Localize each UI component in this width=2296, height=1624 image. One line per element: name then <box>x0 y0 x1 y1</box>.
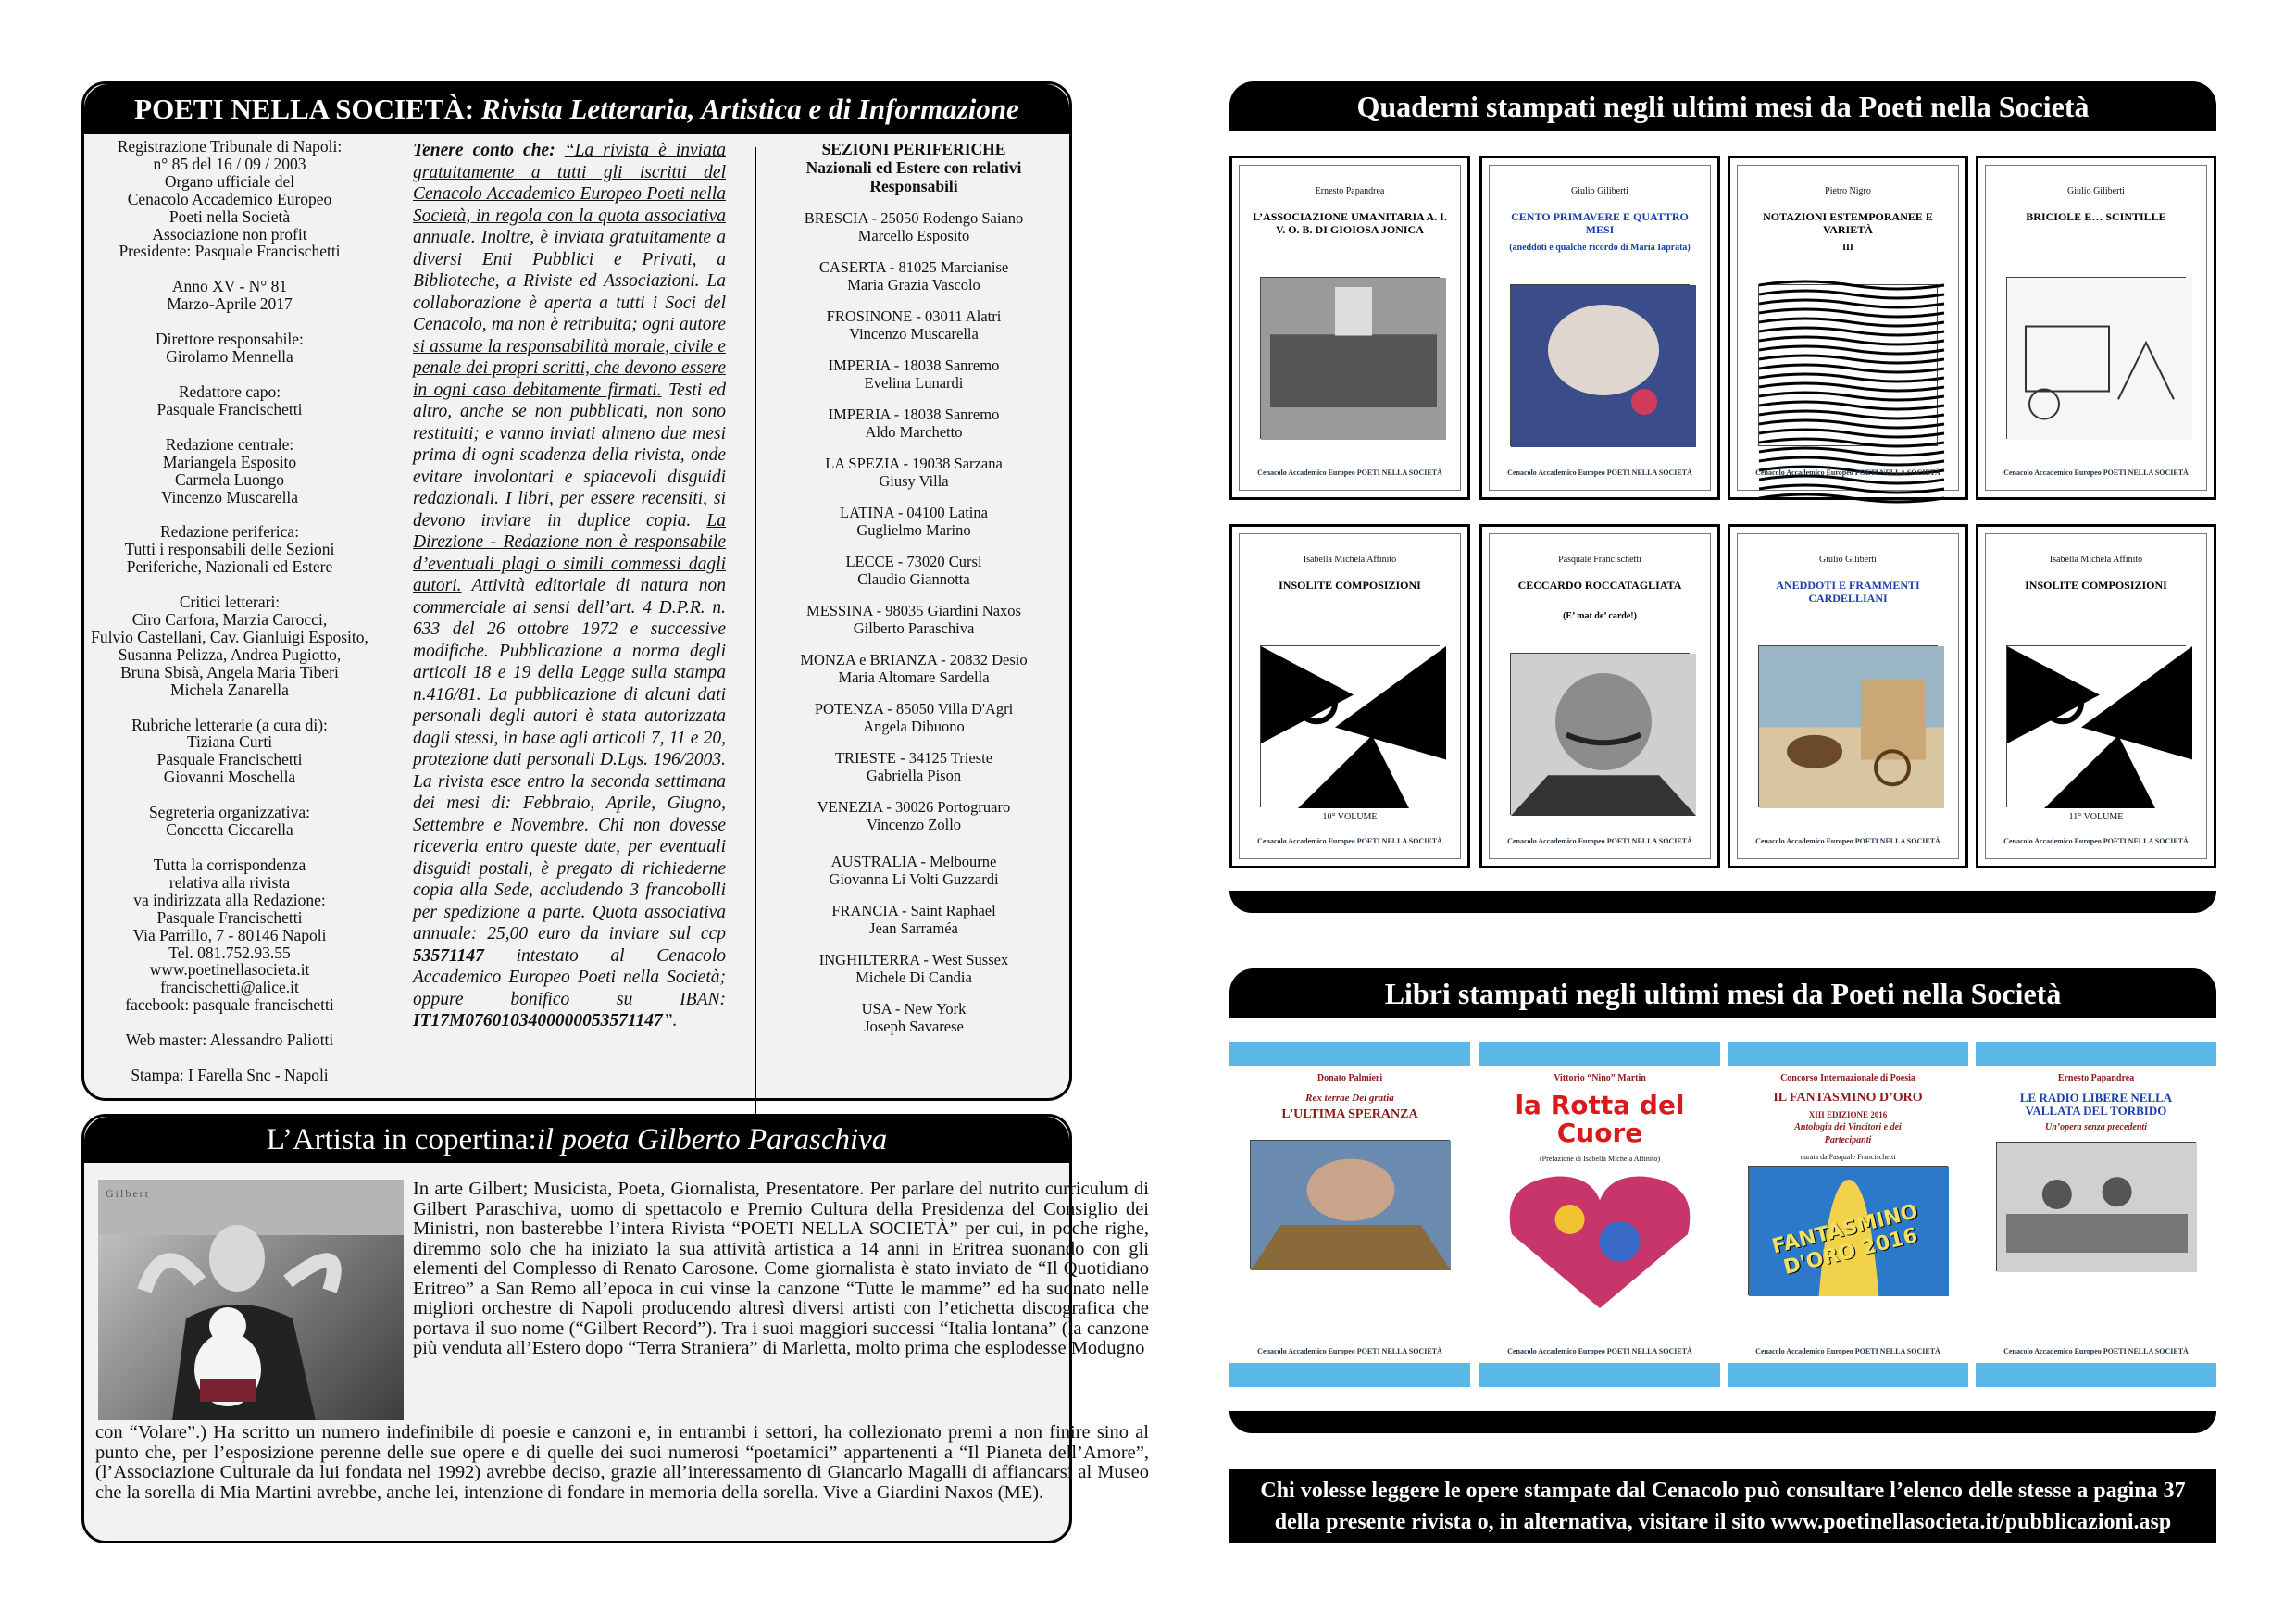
quaderno-cover[interactable] <box>1229 524 1470 868</box>
cover-curator: curata da Pasquale Francischetti <box>1800 1153 1896 1161</box>
registration-line: Cenacolo Accademico Europeo <box>127 189 332 208</box>
cover-picture <box>1996 1142 2196 1271</box>
notice-lead: Tenere conto che: <box>413 141 555 160</box>
registration-line: Stampa: I Farella Snc - Napoli <box>131 1066 329 1085</box>
section-place: INGHILTERRA - West Sussex <box>818 951 1009 968</box>
artist-box <box>81 1114 1149 1543</box>
section-responsible: Marcello Esposito <box>857 226 970 244</box>
cover-picture <box>1758 284 1938 446</box>
section-place: MESSINA - 98035 Giardini Naxos <box>806 602 1021 619</box>
cover-subtitle: (E’ mat de’ carde!) <box>1563 611 1637 621</box>
cover-author: Pietro Nigro <box>1825 186 1871 196</box>
registration-line: Redazione centrale: <box>165 434 294 454</box>
registration-line: Via Parrillo, 7 - 80146 Napoli <box>132 925 327 944</box>
section-place: IMPERIA - 18038 Sanremo <box>828 406 1000 423</box>
quaderno-cover[interactable] <box>1728 156 1968 500</box>
cover-picture <box>2006 277 2186 439</box>
cover-volume: 11° VOLUME <box>2068 812 2124 822</box>
cover-inner <box>1728 1042 1968 1387</box>
masthead-subtitle: Rivista Letteraria, Artistica e di Informazione <box>480 93 1019 125</box>
section-place: FROSINONE - 03011 Alatri <box>826 307 1002 325</box>
cover-title: INSOLITE COMPOSIZIONI <box>1279 579 1421 592</box>
registration-line: Tel. 081.752.93.55 <box>168 943 291 962</box>
cover-subtitle: Un’opera senza precedenti <box>2045 1122 2147 1132</box>
quaderno-cover[interactable] <box>1479 524 1720 868</box>
publisher-logo: Cenacolo Accademico Europeo POETI NELLA SOCIETÀ <box>1257 468 1442 477</box>
cover-author: Giulio Giliberti <box>2067 186 2125 196</box>
publisher-logo: Cenacolo Accademico Europeo POETI NELLA SOCIETÀ <box>1257 837 1442 845</box>
cover-title: NOTAZIONI ESTEMPORANEE E VARIETÀ <box>1763 210 1933 236</box>
registration-line: Registrazione Tribunale di Napoli: <box>117 137 343 156</box>
section-entry <box>769 603 1058 637</box>
section-responsible: Joseph Savarese <box>864 1017 964 1035</box>
section-entry <box>769 210 1058 244</box>
cover-picture <box>1250 1140 1450 1269</box>
cover-author: Giulio Giliberti <box>1571 186 1628 196</box>
section-place: USA - New York <box>861 1000 967 1018</box>
registration-line: va indirizzata alla Redazione: <box>133 890 326 909</box>
cover-author: Giulio Giliberti <box>1819 555 1877 565</box>
publisher-logo: Cenacolo Accademico Europeo POETI NELLA SOCIETÀ <box>1507 1347 1692 1355</box>
section-place: FRANCIA - Saint Raphael <box>831 902 996 919</box>
quaderno-cover[interactable] <box>1976 524 2216 868</box>
section-responsible: Guglielmo Marino <box>856 520 971 539</box>
cover-bottom-band <box>1728 1363 1968 1387</box>
section-responsible: Evelina Lunardi <box>864 373 964 392</box>
section-entry <box>769 799 1058 833</box>
section-place: VENEZIA - 30026 Portogruaro <box>817 798 1011 816</box>
notice-body-3: Attività editoriale di natura non commerciale ai sensi dell’art. 4 D.P.R. n. 633 del 26 ottobre 1972 e successive modifiche. Pubblicazione a norma degli articoli 18 e 19 della Legge sulla stampa n.416/81. La pubblicazione di alcuni dati personali degli autori è stata autorizzata dagli stessi, in base agli articoli 7, 11 e 20, protezione dati personali D.Lgs. 196/2003. La rivista esce entro la seconda settimana dei mesi di: Febbraio, Aprile, Giugno, Settembre e Novembre. Chi non dovesse riceverla entro queste date, per eventuali disguidi postali, è pregato di richiederne copia alla Sede, accludendo 3 francobolli per spedizione a parte. Quota associativa annuale: 25,00 euro da inviare sul ccp <box>413 576 726 943</box>
section-entry <box>769 952 1058 986</box>
section-responsible: Claudio Giannotta <box>857 569 970 588</box>
registration-line: Periferiche, Nazionali ed Estere <box>126 557 333 577</box>
section-responsible: Angela Dibuono <box>863 717 965 735</box>
artist-photo <box>98 1180 404 1420</box>
registration-line: Redattore capo: <box>178 381 281 401</box>
artist-photo-caption: Gilbert <box>106 1187 150 1200</box>
cover-title: INSOLITE COMPOSIZIONI <box>2025 579 2167 592</box>
section-responsible: Michele Di Candia <box>855 968 972 986</box>
section-responsible: Giusy Villa <box>879 471 949 490</box>
section-entry <box>769 456 1058 490</box>
registration-line: Carmela Luongo <box>174 469 285 489</box>
spacer <box>90 506 369 523</box>
registration-line: Redazione periferica: <box>159 522 300 542</box>
artist-bio-part1: In arte Gilbert; Musicista, Poeta, Giornalista, Presentatore. Per parlare del nutrito curriculum di Gilbert Paraschiva, uomo di spettacolo e Premio Cultura della Presidenza del Consiglio dei Ministri, non basterebbe l’intera Rivista “POETI NELLA SOCIETÀ” per cui, in poche righe, diremmo solo che ha iniziato la sua attività artistica a 14 anni in Eritrea suonando con gli elementi del Complesso di Renato Carosone. Come giornalista è stato inviato de “Il Quotidiano Eritreo” a San Remo all’epoca in cui vinse la canzone “Tutte le mamme” ed ha suonato nelle migliori orchestre di Napoli producendo altresì diversi artisti con l’etichetta discografica che portava il suo nome (“Gilbert Record”). Tra i suoi maggiori successi “Italia lontana” (la canzone più venduta all’Estero dopo “Terra Straniera” di Marletta, molto prima che esplodesse Modugno <box>413 1179 1149 1358</box>
masthead-box <box>81 81 1072 1101</box>
cover-top-band <box>1976 1042 2216 1066</box>
sections-subtitle: Nazionali ed Estere con relativi Responsabili <box>805 158 1022 195</box>
cover-subtitle: (aneddoti e qualche ricordo di Maria Iaprata) <box>1509 243 1691 253</box>
artist-bio-part2: con “Volare”.) Ha scritto un numero indefinibile di poesie e canzoni e, in entrambi i settori, ha collezionato premi a non finire sino al punto che, per l’esposizione perenne delle sue opere e di quelle dei suoi numerosi “poetamici” appartenenti a “Il Pianeta dell’Amore”, (l’Associazione Culturale da lui fondata nel 1992) avrebbe deciso, grazie all’interessamento di Giancarlo Magalli di affiancarsi al Museo che la sorella di Mia Martini avrebbe, anche lei, intenzione di fondare in memoria della sorella. Vive a Giardini Naxos (ME). <box>95 1422 1149 1503</box>
registration-line: Web master: Alessandro Paliotti <box>125 1031 334 1050</box>
cover-title: la Rotta del Cuore <box>1515 1090 1685 1148</box>
cover-inner <box>1737 533 1959 859</box>
cover-title: LE RADIO LIBERE NELLA VALLATA DEL TORBIDO <box>2019 1091 2173 1118</box>
registration-line: Critici letterari: <box>179 593 281 612</box>
libro-cover[interactable] <box>1479 1042 1720 1387</box>
section-responsible: Giovanna Li Volti Guzzardi <box>829 869 999 888</box>
registration-line: Tiziana Curti <box>186 732 273 752</box>
libro-cover[interactable] <box>1229 1042 1470 1387</box>
section-responsible: Vincenzo Zollo <box>866 815 962 833</box>
section-entry <box>769 357 1058 392</box>
registration-line: Associazione non profit <box>152 224 307 244</box>
registration-line: francischetti@alice.it <box>160 978 299 997</box>
publisher-logo: Cenacolo Accademico Europeo POETI NELLA SOCIETÀ <box>2003 1347 2189 1355</box>
registration-column <box>90 138 369 1084</box>
subscription-notice <box>413 140 726 1032</box>
section-responsible: Maria Grazia Vascolo <box>847 275 980 294</box>
cover-author: Ernesto Papandrea <box>2057 1073 2135 1083</box>
publisher-logo: Cenacolo Accademico Europeo POETI NELLA SOCIETÀ <box>1507 837 1692 845</box>
notice-body-1: Inoltre, è inviata gratuitamente a diversi Enti Pubblici e Privati, a Biblioteche, a Riviste ed Associazioni. La collaborazione è aperta a tutti i Soci del Cenacolo, ma non è retribuita; <box>413 228 726 334</box>
registration-line: Tutti i responsabili delle Sezioni <box>124 540 335 559</box>
cover-picture <box>1500 1168 1700 1316</box>
section-responsible: Maria Altomare Sardella <box>838 668 990 686</box>
publications-footnote <box>1229 1469 2216 1543</box>
footnote-line-2[interactable]: della presente rivista o, in alternativa, visitare il sito www.poetinellasocieta.it/pubblicazioni.asp <box>1274 1510 2172 1534</box>
registration-line: www.poetinellasocieta.it <box>149 960 310 980</box>
section-entry <box>769 505 1058 539</box>
cover-picture <box>1510 653 1690 815</box>
spacer <box>90 313 369 331</box>
cover-title: CENTO PRIMAVERE E QUATTRO MESI <box>1511 210 1689 236</box>
registration-line: Organo ufficiale del <box>164 171 295 191</box>
publisher-logo: Cenacolo Accademico Europeo POETI NELLA SOCIETÀ <box>1507 468 1692 477</box>
registration-line: Segreteria organizzativa: <box>148 803 311 822</box>
cover-title: L’ASSOCIAZIONE UMANITARIA A. I. V. O. B. DI GIOIOSA JONICA <box>1253 210 1447 236</box>
registration-line: Marzo-Aprile 2017 <box>167 294 293 314</box>
section-place: POTENZA - 85050 Villa D'Agri <box>814 700 1014 718</box>
quaderni-bottom-bar <box>1229 891 2216 913</box>
sections-foreign-list <box>769 854 1058 1035</box>
quaderno-cover[interactable] <box>1976 156 2216 500</box>
registration-line: Mariangela Esposito <box>162 452 297 471</box>
cover-picture <box>1260 277 1440 439</box>
registration-line: Pasquale Francischetti <box>156 750 303 769</box>
cover-top-band <box>1229 1042 1470 1066</box>
registration-line: Fulvio Castellani, Cav. Gianluigi Esposito, <box>91 627 368 646</box>
section-place: LECCE - 73020 Cursi <box>845 553 982 570</box>
section-responsible: Vincenzo Muscarella <box>849 324 979 343</box>
cover-author: Isabella Michela Affinito <box>2049 555 2143 565</box>
notice-body-4: intestato al Cenacolo Accademico Europeo Poeti nella Società; oppure bonifico su IBAN: <box>413 945 726 1009</box>
quaderni-title: Quaderni stampati negli ultimi mesi da Poeti nella Società <box>1356 89 2090 123</box>
libri-title: Libri stampati negli ultimi mesi da Poeti nella Società <box>1384 976 2062 1010</box>
cover-inner <box>1489 533 1711 859</box>
cover-subtitle: Rex terrae Dei gratia <box>1305 1093 1394 1104</box>
section-place: MONZA e BRIANZA - 20832 Desio <box>800 651 1028 668</box>
registration-line: relativa alla rivista <box>168 872 291 892</box>
spacer <box>90 366 369 383</box>
notice-responsibility: ogni autore si assume la responsabilità morale, civile e penale dei propri scritti, che devono essere in ogni caso debitamente firmati. <box>413 315 727 400</box>
section-place: AUSTRALIA - Melbourne <box>830 853 997 870</box>
registration-line: Bruna Sbisà, Angela Maria Tiberi <box>120 662 339 681</box>
quaderno-cover[interactable] <box>1479 156 1720 500</box>
cover-inner <box>1985 533 2207 859</box>
section-entry <box>769 308 1058 343</box>
cover-author: Pasquale Francischetti <box>1558 555 1641 565</box>
cover-inner <box>1479 1042 1720 1387</box>
notice-body-2: Testi ed altro, anche se non pubblicati, non sono restituiti; e vanno inviati almeno due mesi prima di ogni scadenza della rivista, onde evitare involontari e spiacevoli disguidi redazionali. I libri, per essere recensiti, si devono inviare in duplice copia. <box>413 380 726 531</box>
section-place: BRESCIA - 25050 Rodengo Saiano <box>804 209 1024 227</box>
registration-line: Direttore responsabile: <box>156 330 304 349</box>
cover-title: IL FANTASMINO D’ORO <box>1773 1091 1923 1105</box>
registration-line: Girolamo Mennella <box>166 347 293 367</box>
registration-line: n° 85 del 16 / 09 / 2003 <box>153 154 306 173</box>
footnote-line-1: Chi volesse leggere le opere stampate dal Cenacolo può consultare l’elenco delle stesse a pagina 37 <box>1260 1479 2186 1503</box>
cover-inner <box>1239 165 1461 491</box>
cover-picture <box>1510 284 1690 446</box>
cover-top-band <box>1479 1042 1720 1066</box>
publisher-logo: Cenacolo Accademico Europeo POETI NELLA SOCIETÀ <box>1755 837 1940 845</box>
cover-title: ANEDDOTI E FRAMMENTI CARDELLIANI <box>1776 579 1920 605</box>
spacer <box>90 786 369 804</box>
publisher-logo: Cenacolo Accademico Europeo POETI NELLA SOCIETÀ <box>1257 1347 1442 1355</box>
libri-bottom-bar <box>1229 1411 2216 1433</box>
cover-bottom-band <box>1976 1363 2216 1387</box>
registration-line: Susanna Pelizza, Andrea Pugiotto, <box>118 644 342 664</box>
publisher-logo: Cenacolo Accademico Europeo POETI NELLA SOCIETÀ <box>1755 1347 1940 1355</box>
section-place: CASERTA - 81025 Marcianise <box>818 258 1009 276</box>
cover-author: Donato Palmieri <box>1316 1073 1383 1083</box>
registration-line: Pasquale Francischetti <box>156 907 303 927</box>
artist-banner-title: L’Artista in copertina: <box>266 1122 537 1156</box>
masthead-banner <box>84 84 1069 134</box>
section-responsible: Gilberto Paraschiva <box>853 618 975 637</box>
notice-disclaimer: La Direzione - Redazione non è responsabile d’eventuali plagi o simili commessi dagli autori. <box>413 510 726 595</box>
registration-line: Concetta Ciccarella <box>166 820 293 840</box>
libri-banner <box>1229 968 2216 1018</box>
cover-bottom-band <box>1229 1363 1470 1387</box>
section-place: IMPERIA - 18038 Sanremo <box>828 356 1000 374</box>
cover-inner <box>1239 533 1461 859</box>
registration-line: Pasquale Francischetti <box>156 399 303 418</box>
section-entry <box>769 854 1058 888</box>
cover-inner <box>1489 165 1711 491</box>
quaderno-cover[interactable] <box>1229 156 1470 500</box>
cover-inner <box>1229 1042 1470 1387</box>
registration-line: Vincenzo Muscarella <box>160 487 299 506</box>
registration-line: Giovanni Moschella <box>163 768 296 787</box>
cover-volume: 10° VOLUME <box>1322 812 1378 822</box>
cover-subtitle: Antologia dei Vincitori e dei Partecipanti <box>1794 1122 1902 1145</box>
quaderno-cover[interactable] <box>1728 524 1968 868</box>
registration-line: Michela Zanarella <box>170 680 289 699</box>
section-entry <box>769 259 1058 294</box>
cover-top-band <box>1728 1042 1968 1066</box>
cover-art-text: FANTASMINO D'ORO 2016 <box>1769 1200 1921 1280</box>
spacer <box>90 260 369 278</box>
section-responsible: Aldo Marchetto <box>865 422 963 441</box>
cover-subtitle: (Prefazione di Isabella Michela Affinito) <box>1539 1155 1661 1163</box>
cover-edition: XIII EDIZIONE 2016 <box>1808 1110 1888 1119</box>
spacer <box>90 699 369 717</box>
spacer <box>90 418 369 436</box>
artist-banner <box>84 1117 1069 1163</box>
section-place: TRIESTE - 34125 Trieste <box>834 749 993 767</box>
publisher-logo: Cenacolo Accademico Europeo POETI NELLA SOCIETÀ <box>1755 468 1940 477</box>
libro-cover[interactable] <box>1976 1042 2216 1387</box>
section-entry <box>769 903 1058 937</box>
quaderni-banner <box>1229 81 2216 131</box>
libro-cover[interactable] <box>1728 1042 1968 1387</box>
cover-picture <box>1748 1166 1948 1295</box>
notice-iban: IT17M0760103400000053571147 <box>413 1011 663 1031</box>
section-entry <box>769 406 1058 441</box>
notice-end: ”. <box>662 1011 678 1031</box>
cover-bottom-band <box>1479 1363 1720 1387</box>
cover-picture <box>1758 645 1938 807</box>
section-entry <box>769 701 1058 735</box>
registration-line: Presidente: Pasquale Francischetti <box>119 242 341 261</box>
cover-inner <box>1976 1042 2216 1387</box>
notice-ccp: 53571147 <box>413 945 484 966</box>
registration-line: Poeti nella Società <box>168 206 291 226</box>
section-entry <box>769 750 1058 784</box>
publisher-logo: Cenacolo Accademico Europeo POETI NELLA SOCIETÀ <box>2003 837 2189 845</box>
masthead-title: POETI NELLA SOCIETÀ: <box>134 93 475 125</box>
cover-title: L’ULTIMA SPERANZA <box>1281 1107 1418 1121</box>
section-entry <box>769 652 1058 686</box>
spacer <box>90 1014 369 1031</box>
artist-banner-name: il poeta Gilberto Paraschiva <box>536 1122 888 1156</box>
cover-picture <box>1260 645 1440 807</box>
cover-inner <box>1985 165 2207 491</box>
sections-title: SEZIONI PERIFERICHE <box>821 140 1006 158</box>
publisher-logo: Cenacolo Accademico Europeo POETI NELLA SOCIETÀ <box>2003 468 2189 477</box>
sections-column <box>769 140 1058 1035</box>
registration-line: Ciro Carfora, Marzia Carocci, <box>131 610 328 630</box>
registration-line: Rubriche letterarie (a cura di): <box>131 715 328 734</box>
section-place: LA SPEZIA - 19038 Sarzana <box>825 455 1003 472</box>
spacer <box>90 576 369 593</box>
section-entry <box>769 554 1058 588</box>
cover-author: Vittorio “Nino” Martin <box>1554 1073 1646 1083</box>
cover-title: CECCARDO ROCCATAGLIATA <box>1517 579 1682 592</box>
section-entry <box>769 1001 1058 1035</box>
cover-picture <box>2006 645 2186 807</box>
sections-national-list <box>769 210 1058 833</box>
cover-author: Isabella Michela Affinito <box>1303 555 1397 565</box>
notice-free-copy: “La rivista è inviata gratuitamente a tutti gli iscritti del Cenacolo Accademico Europeo Poeti nella Società, in regola con la quota associativa annuale. <box>413 141 727 247</box>
cover-subtitle: III <box>1842 243 1853 253</box>
artist-photo-illustration <box>98 1180 404 1420</box>
section-responsible: Jean Sarraméa <box>869 918 958 937</box>
cover-author: Concorso Internazionale di Poesia <box>1780 1073 1915 1083</box>
spacer <box>90 839 369 856</box>
registration-line: facebook: pasquale francischetti <box>125 995 334 1015</box>
section-responsible: Gabriella Pison <box>866 766 962 784</box>
spacer <box>90 1049 369 1067</box>
registration-line: Anno XV - N° 81 <box>171 277 288 296</box>
section-place: LATINA - 04100 Latina <box>840 504 988 521</box>
cover-inner <box>1737 165 1959 491</box>
registration-line: Tutta la corrispondenza <box>153 856 306 874</box>
cover-title: BRICIOLE E… SCINTILLE <box>2026 210 2166 223</box>
cover-author: Ernesto Papandrea <box>1315 186 1385 196</box>
